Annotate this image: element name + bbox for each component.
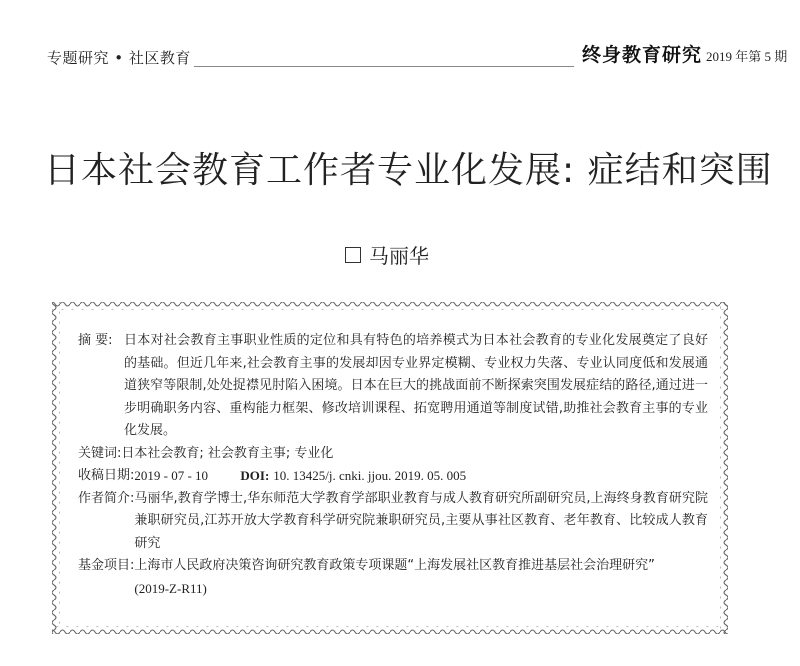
abstract-row [78, 330, 708, 443]
fund-title: 上海市人民政府决策咨询研究教育政策专项课题“上海发展社区教育推进基层社会治理研究” [134, 558, 655, 573]
keywords-label: 关键词: [78, 445, 122, 461]
author-box-icon [345, 247, 361, 263]
journal-name: 终身教育研究 [582, 44, 703, 66]
doi-label: DOI: [240, 468, 270, 483]
keywords-text: 日本社会教育; 社会教育主事; 专业化 [121, 445, 334, 461]
issue-number: 2019 年第 5 期 [706, 49, 788, 64]
abstract-text: 日本对社会教育主事职业性质的定位和具有特色的培养模式为日本社会教育的专业化发展奠定了良好的基础。但近几年来,社会教育主事的发展却因专业界定模糊、专业权力失落、专业认同度低和发展通道狭窄等限制,处处捉襟见肘陷入困境。日本在巨大的挑战面前不断探索突围发展症结的路径,通过进一步明确职务内容、重构能力框架、修改培训课程、拓宽聘用通道等制度试错,助推社会教育主事的专业化发展。 [124, 333, 708, 438]
header-rule [194, 66, 574, 67]
received-row [78, 465, 708, 488]
fund-label: 基金项目: [78, 558, 135, 573]
article-title: 日本社会教育工作者专业化发展: 症结和突围 [44, 150, 773, 191]
keywords-row [78, 443, 708, 466]
article-meta [78, 330, 708, 601]
doi-value: 10. 13425/j. cnki. jjou. 2019. 05. 005 [273, 468, 467, 483]
author-bio-label: 作者简介: [78, 490, 135, 506]
received-date: 2019 - 07 - 10 [134, 468, 209, 483]
abstract-label: 摘 要: [78, 333, 113, 348]
author-line [345, 240, 429, 269]
author-bio-row [78, 488, 708, 556]
fund-code: (2019-Z-R11) [134, 580, 207, 596]
fund-text [134, 555, 708, 601]
running-header-section: 专题研究 • 社区教育 [47, 49, 191, 67]
author-name: 马丽华 [369, 244, 429, 268]
author-bio-text: 马丽华,教育学博士,华东师范大学教育学部职业教育与成人教育研究所副研究员,上海终身教育研究院兼职研究员,江苏开放大学教育科学研究院兼职研究员,主要从事社区教育、老年教育、比较成人教育研究 [134, 490, 708, 551]
received-label: 收稿日期: [78, 468, 135, 483]
fund-row [78, 555, 708, 601]
